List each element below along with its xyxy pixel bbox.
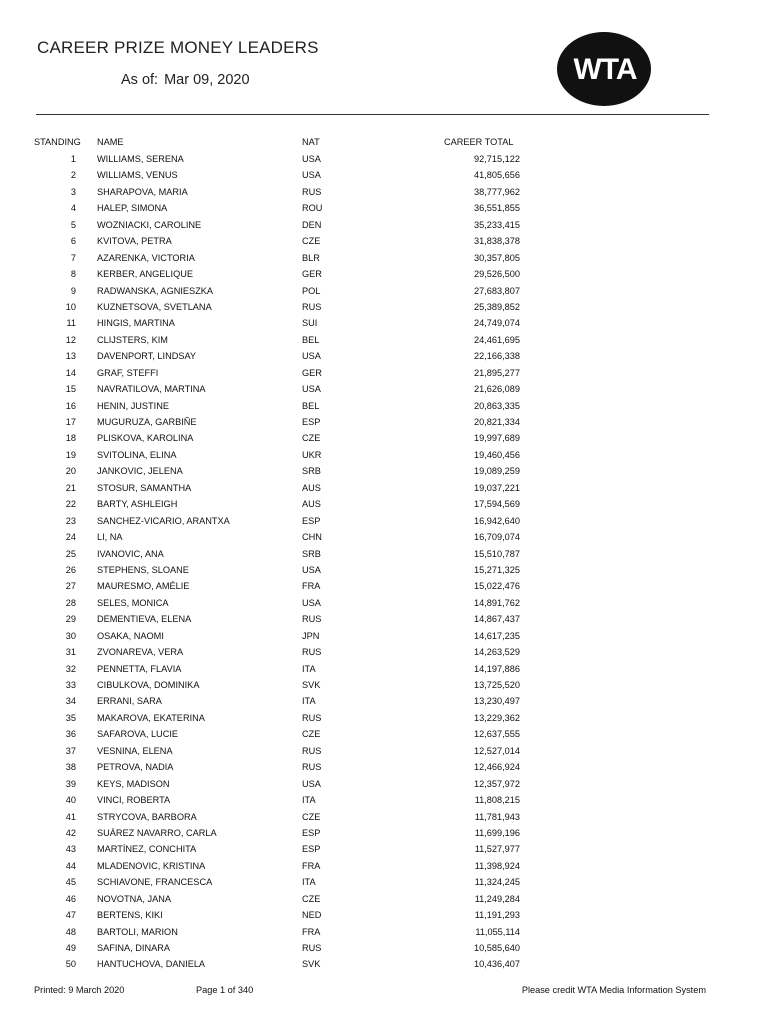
table-row <box>0 448 768 464</box>
cell-career-total: 11,781,943 <box>474 811 520 822</box>
cell-name: VINCI, ROBERTA <box>97 795 171 806</box>
cell-nat: CZE <box>302 811 321 822</box>
table-row <box>0 842 768 858</box>
table-row <box>0 300 768 316</box>
cell-name: OSAKA, NAOMI <box>97 630 164 641</box>
cell-career-total: 15,271,325 <box>474 564 520 575</box>
cell-standing: 16 <box>65 400 76 411</box>
cell-nat: NED <box>302 910 322 921</box>
cell-nat: CHN <box>302 532 322 543</box>
cell-name: IVANOVIC, ANA <box>97 548 164 559</box>
cell-name: KEYS, MADISON <box>97 778 170 789</box>
cell-nat: CZE <box>302 433 321 444</box>
column-header-name: NAME <box>97 137 124 147</box>
cell-name: BERTENS, KIKI <box>97 910 163 921</box>
cell-name: SAFINA, DINARA <box>97 943 171 953</box>
cell-nat: RUS <box>302 745 322 756</box>
cell-nat: FRA <box>302 926 321 937</box>
cell-name: PETROVA, NADIA <box>97 762 174 773</box>
table-row <box>0 481 768 497</box>
page-title: CAREER PRIZE MONEY LEADERS <box>37 38 319 57</box>
header-divider <box>36 114 709 115</box>
table-row <box>0 612 768 628</box>
table-row <box>0 957 768 973</box>
cell-career-total: 21,895,277 <box>474 367 520 378</box>
cell-nat: USA <box>302 351 321 362</box>
cell-career-total: 30,357,805 <box>474 252 520 263</box>
cell-name: HALEP, SIMONA <box>97 203 168 214</box>
table-row <box>0 629 768 645</box>
cell-standing: 35 <box>65 712 76 723</box>
cell-career-total: 13,725,520 <box>474 680 520 690</box>
cell-standing: 15 <box>65 384 76 395</box>
cell-nat: RUS <box>302 186 322 197</box>
table-row <box>0 464 768 480</box>
cell-career-total: 38,777,962 <box>474 186 520 197</box>
cell-name: BARTY, ASHLEIGH <box>97 499 178 510</box>
cell-nat: SRB <box>302 466 321 477</box>
cell-nat: BEL <box>302 334 320 345</box>
cell-career-total: 10,585,640 <box>474 943 520 953</box>
cell-name: SHARAPOVA, MARIA <box>97 186 188 197</box>
cell-career-total: 12,527,014 <box>474 745 520 756</box>
cell-nat: BEL <box>302 400 320 411</box>
table-row <box>0 431 768 447</box>
cell-name: ERRANI, SARA <box>97 696 162 707</box>
cell-nat: CZE <box>302 236 321 247</box>
cell-career-total: 31,838,378 <box>474 236 520 247</box>
cell-standing: 48 <box>65 926 76 937</box>
cell-career-total: 15,022,476 <box>474 581 520 592</box>
table-row <box>0 711 768 727</box>
column-header-career-total: CAREER TOTAL <box>444 137 514 147</box>
column-header-nat: NAT <box>302 137 320 147</box>
cell-career-total: 11,808,215 <box>474 795 520 806</box>
cell-career-total: 17,594,569 <box>474 499 520 510</box>
as-of-label: As of: <box>121 72 159 88</box>
table-row <box>0 941 768 957</box>
cell-name: LI, NA <box>97 532 123 543</box>
cell-name: SAFAROVA, LUCIE <box>97 729 179 740</box>
cell-name: WOZNIACKI, CAROLINE <box>97 219 202 230</box>
cell-nat: JPN <box>302 630 320 641</box>
leaders-table <box>0 135 768 974</box>
cell-standing: 9 <box>70 285 76 296</box>
cell-career-total: 11,699,196 <box>474 827 520 838</box>
cell-career-total: 92,715,122 <box>474 154 520 164</box>
table-row <box>0 596 768 612</box>
cell-standing: 50 <box>65 959 76 970</box>
cell-nat: GER <box>302 367 322 378</box>
cell-nat: SVK <box>302 680 321 690</box>
table-row <box>0 234 768 250</box>
cell-standing: 46 <box>65 893 76 904</box>
column-header-standing: STANDING <box>34 137 81 147</box>
table-row <box>0 727 768 743</box>
cell-career-total: 11,055,114 <box>475 926 520 937</box>
credit-line: Please credit WTA Media Information System <box>521 985 706 995</box>
cell-standing: 22 <box>65 499 76 510</box>
cell-career-total: 22,166,338 <box>474 351 520 362</box>
cell-name: KUZNETSOVA, SVETLANA <box>97 301 212 312</box>
cell-nat: USA <box>302 384 321 395</box>
cell-standing: 25 <box>65 548 76 559</box>
cell-nat: POL <box>302 285 321 296</box>
cell-name: ZVONAREVA, VERA <box>97 647 184 658</box>
cell-name: AZARENKA, VICTORIA <box>97 252 195 263</box>
cell-nat: FRA <box>302 860 321 871</box>
cell-career-total: 19,460,456 <box>474 449 520 460</box>
as-of-line <box>121 72 250 88</box>
cell-standing: 13 <box>65 351 76 362</box>
cell-standing: 30 <box>65 630 76 641</box>
cell-career-total: 14,867,437 <box>474 614 520 625</box>
cell-career-total: 19,089,259 <box>474 466 520 477</box>
table-row <box>0 530 768 546</box>
table-row <box>0 168 768 184</box>
printed-date: Printed: 9 March 2020 <box>34 985 125 995</box>
table-row <box>0 497 768 513</box>
cell-career-total: 29,526,500 <box>474 269 520 280</box>
cell-nat: RUS <box>302 943 322 953</box>
cell-standing: 41 <box>65 811 76 822</box>
table-row <box>0 908 768 924</box>
cell-standing: 42 <box>65 827 76 838</box>
cell-name: NAVRATILOVA, MARTINA <box>97 384 206 395</box>
cell-career-total: 15,510,787 <box>474 548 520 559</box>
cell-name: WILLIAMS, VENUS <box>97 170 178 181</box>
cell-standing: 10 <box>65 301 76 312</box>
cell-nat: RUS <box>302 614 322 625</box>
cell-standing: 17 <box>65 417 76 427</box>
cell-standing: 29 <box>65 614 76 625</box>
cell-nat: ESP <box>302 844 321 855</box>
cell-name: MARTÍNEZ, CONCHITA <box>97 844 197 855</box>
cell-name: WILLIAMS, SERENA <box>97 154 184 164</box>
cell-standing: 28 <box>65 597 76 608</box>
cell-nat: ESP <box>302 515 321 526</box>
cell-name: STEPHENS, SLOANE <box>97 564 189 575</box>
table-row <box>0 810 768 826</box>
cell-nat: CZE <box>302 729 321 740</box>
cell-name: DAVENPORT, LINDSAY <box>97 351 197 362</box>
cell-career-total: 14,197,886 <box>474 663 520 674</box>
cell-standing: 8 <box>70 269 76 280</box>
cell-nat: USA <box>302 778 321 789</box>
table-row <box>0 925 768 941</box>
table-row <box>0 316 768 332</box>
cell-name: RADWANSKA, AGNIESZKA <box>97 285 214 296</box>
cell-career-total: 13,229,362 <box>474 712 520 723</box>
cell-name: SVITOLINA, ELINA <box>97 449 177 460</box>
cell-career-total: 25,389,852 <box>474 301 520 312</box>
cell-career-total: 12,466,924 <box>474 762 520 773</box>
cell-career-total: 16,942,640 <box>474 515 520 526</box>
cell-nat: ESP <box>302 417 321 427</box>
table-row <box>0 793 768 809</box>
table-row <box>0 760 768 776</box>
cell-standing: 1 <box>70 154 76 164</box>
cell-nat: ITA <box>302 696 316 707</box>
table-row <box>0 826 768 842</box>
table-header <box>0 135 768 152</box>
cell-nat: FRA <box>302 581 321 592</box>
cell-nat: USA <box>302 170 321 181</box>
table-row <box>0 415 768 431</box>
cell-career-total: 11,191,293 <box>474 910 520 921</box>
table-row <box>0 645 768 661</box>
cell-name: BARTOLI, MARION <box>97 926 178 937</box>
cell-nat: AUS <box>302 499 321 510</box>
cell-name: KERBER, ANGELIQUE <box>97 269 193 280</box>
cell-career-total: 35,233,415 <box>474 219 520 230</box>
cell-career-total: 24,461,695 <box>474 334 520 345</box>
cell-nat: BLR <box>302 252 320 263</box>
table-row <box>0 152 768 168</box>
cell-career-total: 11,249,284 <box>474 893 520 904</box>
cell-nat: RUS <box>302 712 322 723</box>
cell-career-total: 21,626,089 <box>474 384 520 395</box>
table-row <box>0 349 768 365</box>
cell-standing: 40 <box>65 795 76 806</box>
cell-name: STOSUR, SAMANTHA <box>97 482 192 493</box>
cell-standing: 12 <box>65 334 76 345</box>
cell-career-total: 10,436,407 <box>474 959 520 970</box>
table-row <box>0 662 768 678</box>
cell-standing: 4 <box>70 203 76 214</box>
cell-career-total: 36,551,855 <box>474 203 520 214</box>
cell-name: NOVOTNA, JANA <box>97 893 172 904</box>
cell-career-total: 12,637,555 <box>474 729 520 740</box>
cell-nat: ITA <box>302 877 316 888</box>
cell-standing: 21 <box>65 482 76 493</box>
cell-career-total: 14,891,762 <box>474 597 520 608</box>
cell-nat: AUS <box>302 482 321 493</box>
cell-nat: ESP <box>302 827 321 838</box>
table-row <box>0 366 768 382</box>
table-row <box>0 547 768 563</box>
page-number: Page 1 of 340 <box>196 985 254 995</box>
cell-nat: ROU <box>302 203 323 214</box>
cell-standing: 47 <box>65 910 76 921</box>
cell-career-total: 12,357,972 <box>474 778 520 789</box>
cell-nat: ITA <box>302 795 316 806</box>
cell-nat: RUS <box>302 647 322 658</box>
cell-standing: 18 <box>65 433 76 444</box>
cell-name: SANCHEZ-VICARIO, ARANTXA <box>97 515 230 526</box>
cell-name: HENIN, JUSTINE <box>97 400 169 411</box>
cell-standing: 36 <box>65 729 76 740</box>
table-row <box>0 579 768 595</box>
cell-name: STRYCOVA, BARBORA <box>97 811 197 822</box>
cell-standing: 37 <box>65 745 76 756</box>
table-row <box>0 875 768 891</box>
table-row <box>0 399 768 415</box>
cell-nat: SUI <box>302 318 318 329</box>
table-row <box>0 185 768 201</box>
cell-standing: 44 <box>65 860 76 871</box>
cell-standing: 20 <box>65 466 76 477</box>
cell-standing: 31 <box>65 647 76 658</box>
table-row <box>0 382 768 398</box>
table-row <box>0 744 768 760</box>
cell-name: HANTUCHOVA, DANIELA <box>97 959 206 970</box>
cell-nat: GER <box>302 269 322 280</box>
cell-nat: CZE <box>302 893 321 904</box>
table-row <box>0 694 768 710</box>
table-row <box>0 678 768 694</box>
cell-standing: 43 <box>65 844 76 855</box>
cell-nat: DEN <box>302 219 322 230</box>
cell-name: SELES, MONICA <box>97 597 169 608</box>
table-row <box>0 333 768 349</box>
table-row <box>0 777 768 793</box>
cell-name: MUGURUZA, GARBIÑE <box>97 417 197 427</box>
cell-name: MAURESMO, AMÉLIE <box>97 581 190 592</box>
table-row <box>0 218 768 234</box>
cell-standing: 39 <box>65 778 76 789</box>
table-row <box>0 267 768 283</box>
cell-career-total: 14,263,529 <box>474 647 520 658</box>
cell-nat: RUS <box>302 301 322 312</box>
cell-career-total: 41,805,656 <box>474 170 520 181</box>
cell-career-total: 19,997,689 <box>474 433 520 444</box>
cell-nat: SVK <box>302 959 321 970</box>
cell-standing: 11 <box>66 318 76 329</box>
cell-nat: USA <box>302 597 321 608</box>
as-of-date: Mar 09, 2020 <box>164 72 250 88</box>
cell-standing: 2 <box>70 170 76 181</box>
cell-career-total: 20,863,335 <box>474 400 520 411</box>
cell-career-total: 19,037,221 <box>474 482 520 493</box>
cell-standing: 14 <box>65 367 76 378</box>
cell-nat: USA <box>302 154 321 164</box>
cell-name: PLISKOVA, KAROLINA <box>97 433 194 444</box>
cell-standing: 33 <box>65 680 76 690</box>
cell-name: PENNETTA, FLAVIA <box>97 663 182 674</box>
cell-name: GRAF, STEFFI <box>97 367 159 378</box>
cell-name: MAKAROVA, EKATERINA <box>97 712 205 723</box>
cell-name: SCHIAVONE, FRANCESCA <box>97 877 213 888</box>
cell-nat: RUS <box>302 762 322 773</box>
cell-nat: UKR <box>302 449 322 460</box>
cell-career-total: 24,749,074 <box>474 318 520 329</box>
cell-career-total: 16,709,074 <box>474 532 520 543</box>
cell-standing: 49 <box>65 943 76 953</box>
cell-name: SUÁREZ NAVARRO, CARLA <box>97 827 217 838</box>
cell-nat: ITA <box>302 663 316 674</box>
cell-name: CIBULKOVA, DOMINIKA <box>97 680 200 690</box>
cell-standing: 32 <box>65 663 76 674</box>
cell-career-total: 11,527,977 <box>474 844 520 855</box>
cell-name: VESNINA, ELENA <box>97 745 173 756</box>
cell-standing: 7 <box>70 252 76 263</box>
cell-standing: 24 <box>65 532 76 543</box>
logo-text: WTA <box>573 53 637 86</box>
cell-standing: 38 <box>65 762 76 773</box>
table-row <box>0 284 768 300</box>
cell-standing: 34 <box>65 696 76 707</box>
table-body <box>0 152 768 974</box>
cell-standing: 26 <box>65 564 76 575</box>
cell-standing: 27 <box>65 581 76 592</box>
cell-standing: 6 <box>70 236 76 247</box>
cell-name: JANKOVIC, JELENA <box>97 466 183 477</box>
table-row <box>0 201 768 217</box>
cell-nat: USA <box>302 564 321 575</box>
cell-standing: 19 <box>65 449 76 460</box>
table-row <box>0 514 768 530</box>
cell-name: KVITOVA, PETRA <box>97 236 172 247</box>
table-row <box>0 892 768 908</box>
table-row <box>0 859 768 875</box>
cell-name: CLIJSTERS, KIM <box>97 334 168 345</box>
cell-career-total: 14,617,235 <box>474 630 520 641</box>
cell-career-total: 27,683,807 <box>474 285 520 296</box>
cell-career-total: 20,821,334 <box>474 417 520 427</box>
table-row <box>0 251 768 267</box>
cell-name: HINGIS, MARTINA <box>97 318 175 329</box>
cell-name: DEMENTIEVA, ELENA <box>97 614 192 625</box>
cell-standing: 3 <box>70 186 76 197</box>
cell-career-total: 11,324,245 <box>474 877 520 888</box>
cell-career-total: 11,398,924 <box>474 860 520 871</box>
wta-logo <box>556 31 652 107</box>
cell-standing: 5 <box>70 219 76 230</box>
cell-nat: SRB <box>302 548 321 559</box>
table-row <box>0 563 768 579</box>
cell-career-total: 13,230,497 <box>474 696 520 707</box>
cell-standing: 45 <box>65 877 76 888</box>
cell-standing: 23 <box>65 515 76 526</box>
cell-name: MLADENOVIC, KRISTINA <box>97 860 206 871</box>
